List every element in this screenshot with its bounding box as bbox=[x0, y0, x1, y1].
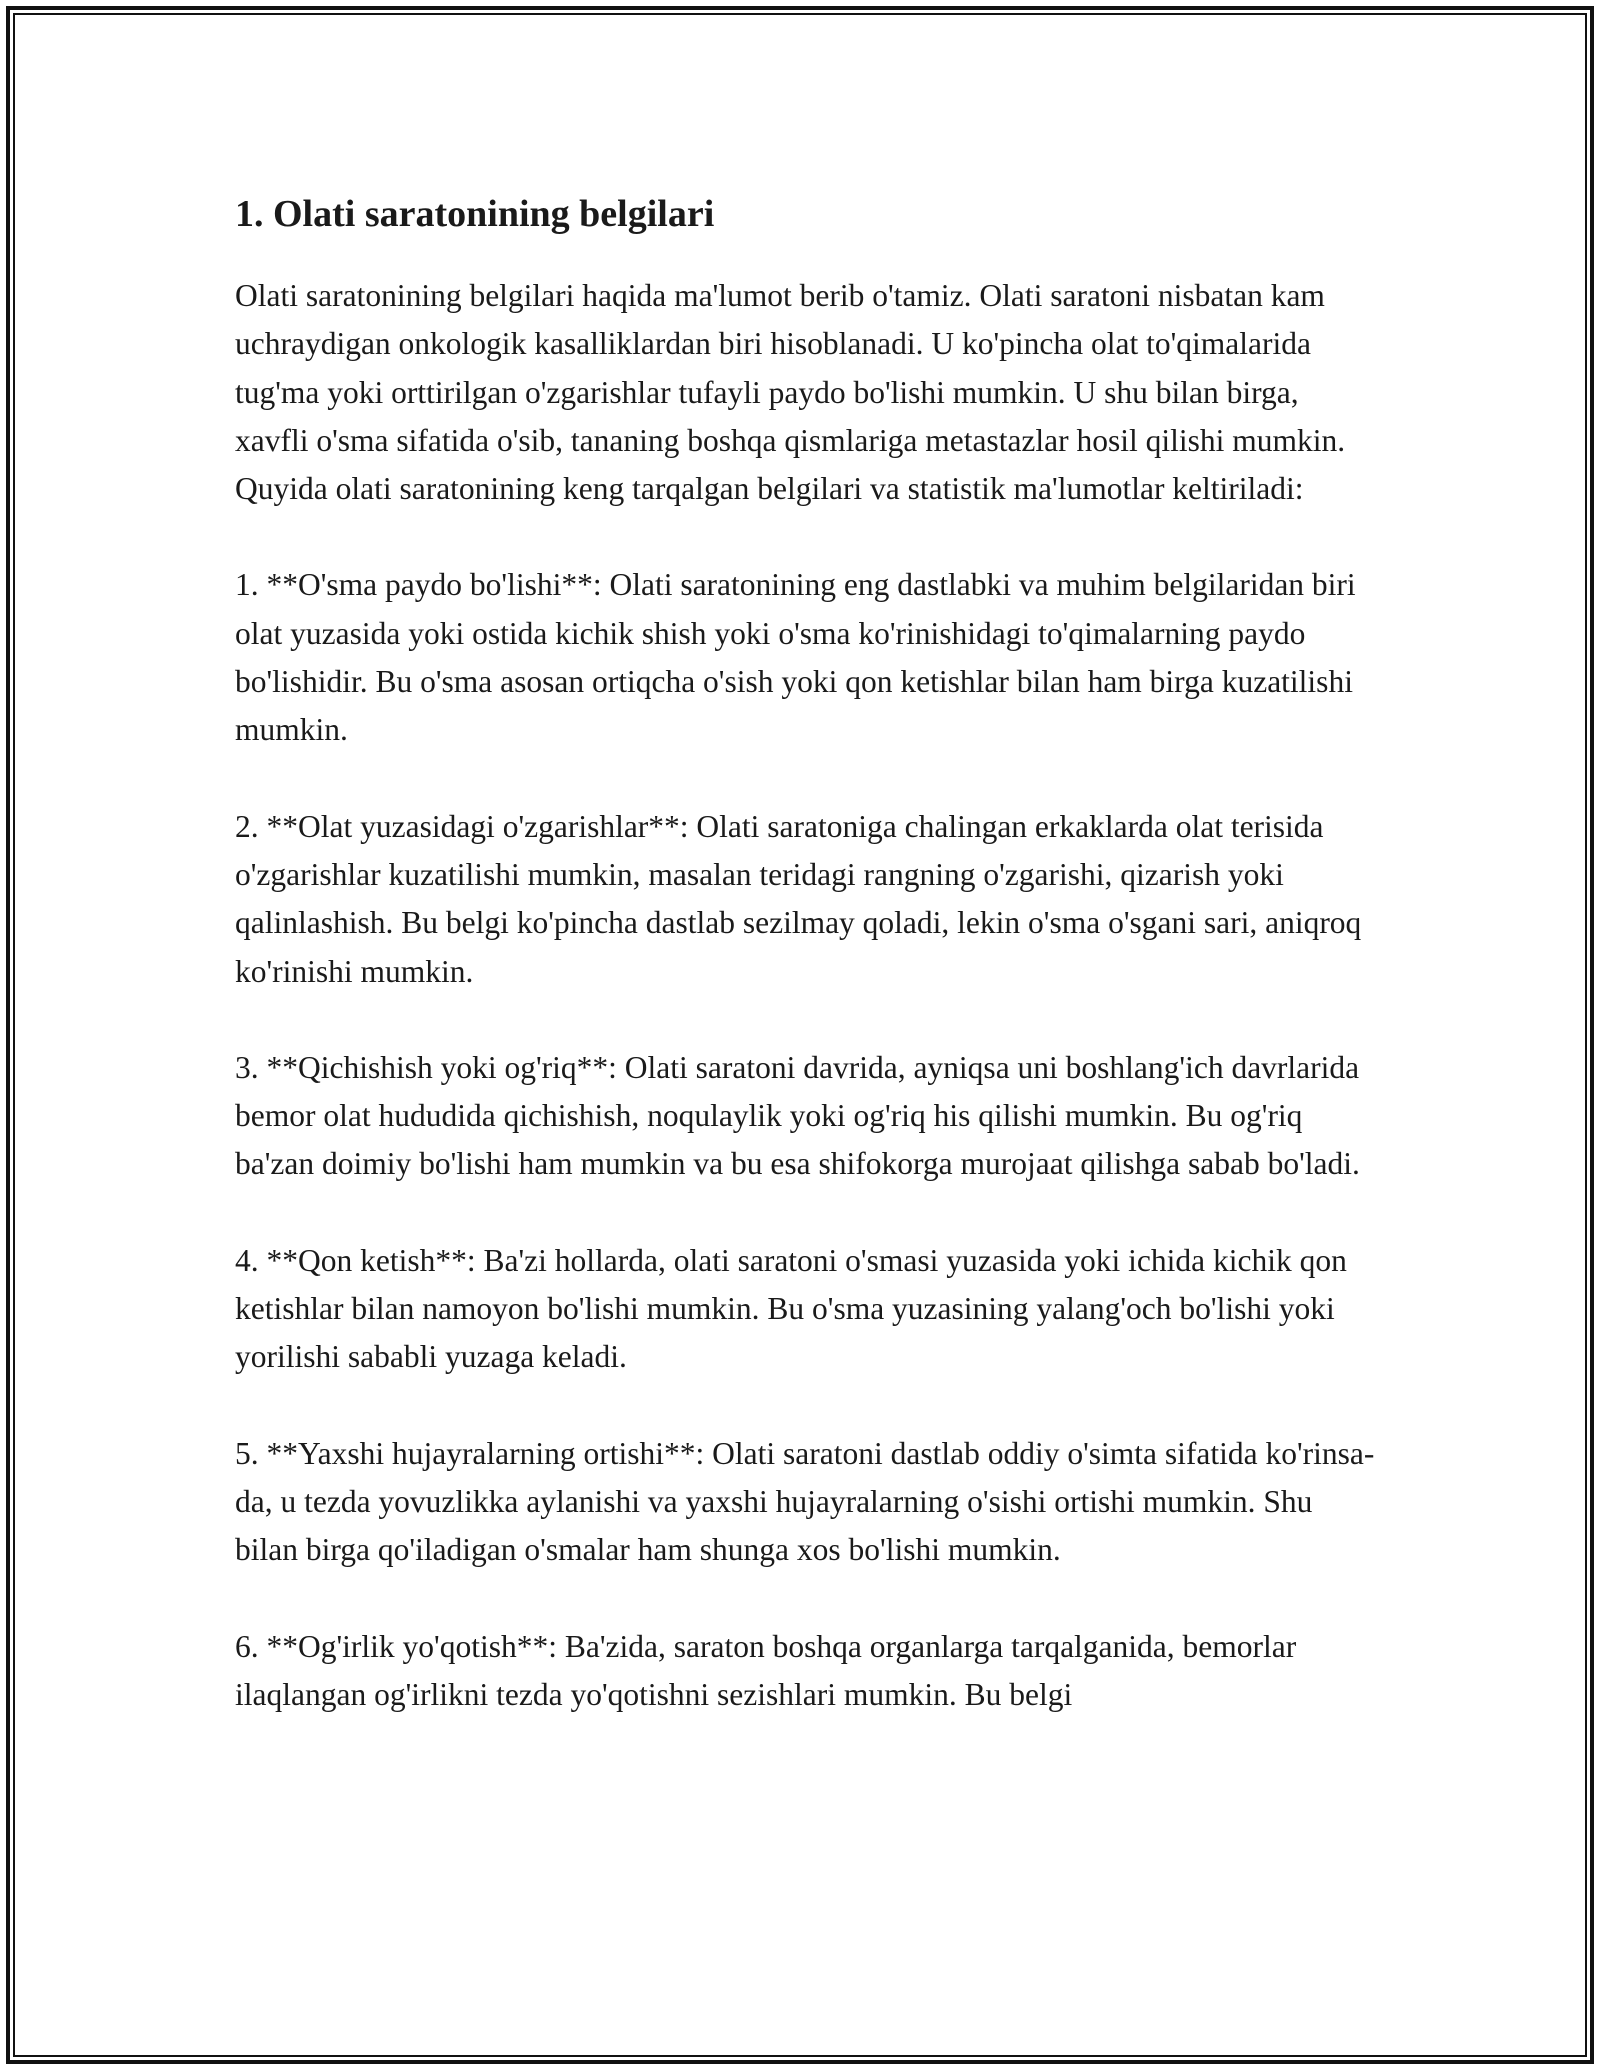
document-title: 1. Olati saratonining belgilari bbox=[235, 193, 715, 235]
list-item-paragraph: 4. **Qon ketish**: Ba'zi hollarda, olati saratoni o'smasi yuzasida yoki ichida kichik qon ketishlar bilan namoyon bo'lishi mumkin. Bu o'sma yuzasining yalang'och bo'lishi yoki yorilishi sababli yuzaga keladi. bbox=[235, 1242, 1347, 1375]
list-item-paragraph: 1. **O'sma paydo bo'lishi**: Olati saratonining eng dastlabki va muhim belgilaridan biri olat yuzasida yoki ostida kichik shish yoki o'sma ko'rinishidagi to'qimalarning paydo bo'lishidir. Bu o'sma asosan ortiqcha o'sish yoki qon ketishlar bilan ham birga kuzatilishi mumkin. bbox=[235, 567, 1356, 748]
list-item-paragraph: 3. **Qichishish yoki og'riq**: Olati saratoni davrida, ayniqsa uni boshlang'ich davrlarida bemor olat hududida qichishish, noqulaylik yoki og'riq his qilishi mumkin. Bu og'riq ba'zan doimiy bo'lishi ham mumkin va bu esa shifokorga murojaat qilishga sabab bo'ladi. bbox=[235, 1049, 1360, 1182]
list-item-paragraph: 2. **Olat yuzasidagi o'zgarishlar**: Olati saratoniga chalingan erkaklarda olat terisida o'zgarishlar kuzatilishi mumkin, masalan teridagi rangning o'zgarishi, qizarish yoki qalinlashish. Bu belgi ko'pincha dastlab sezilmay qoladi, lekin o'sma o'sgani sari, aniqroq ko'rinishi mumkin. bbox=[235, 808, 1362, 989]
document-body bbox=[235, 186, 1375, 1719]
intro-paragraph: Olati saratonining belgilari haqida ma'lumot berib o'tamiz. Olati saratoni nisbatan kam uchraydigan onkologik kasalliklardan biri hisoblanadi. U ko'pincha olat to'qimalarida tug'ma yoki orttirilgan o'zgarishlar tufayli paydo bo'lishi mumkin. U shu bilan birga, xavfli o'sma sifatida o'sib, tananing boshqa qismlariga metastazlar hosil qilishi mumkin. Quyida olati saratonining keng tarqalgan belgilari va statistik ma'lumotlar keltiriladi: bbox=[235, 278, 1346, 507]
list-item-paragraph: 6. **Og'irlik yo'qotish**: Ba'zida, saraton boshqa organlarga tarqalganida, bemorlar ilaqlangan og'irlikni tezda yo'qotishni sezishlari mumkin. Bu belgi bbox=[235, 1628, 1297, 1712]
list-item-paragraph: 5. **Yaxshi hujayralarning ortishi**: Olati saratoni dastlab oddiy o'simta sifatida ko'rinsa-da, u tezda yovuzlikka aylanishi va yaxshi hujayralarning o'sishi ortishi mumkin. Shu bilan birga qo'iladigan o'smalar ham shunga xos bo'lishi mumkin. bbox=[235, 1435, 1375, 1568]
